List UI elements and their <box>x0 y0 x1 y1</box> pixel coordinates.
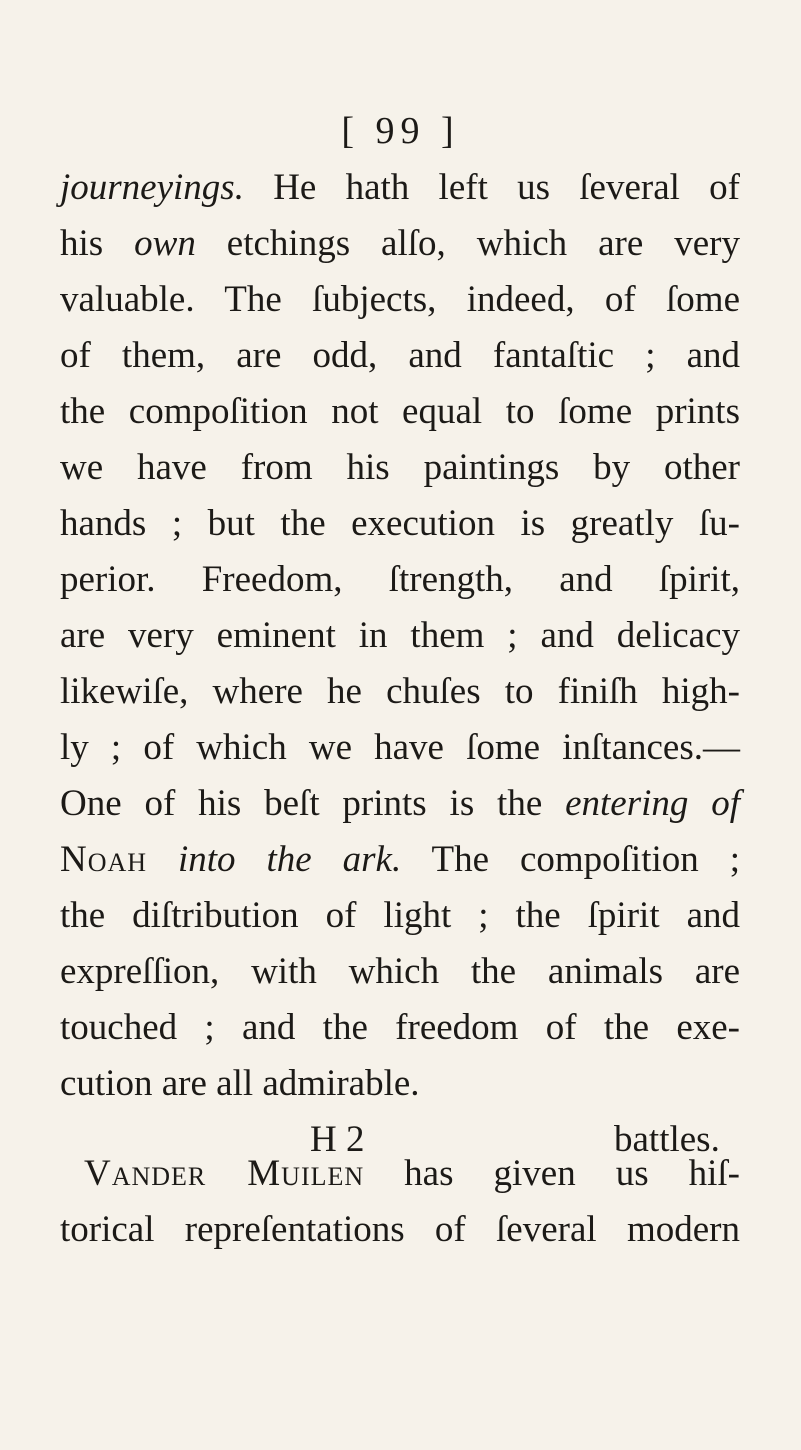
signature-mark: H 2 <box>310 1119 365 1160</box>
text-run: likewiſe, where he chuſes to finiſh high- <box>60 671 740 712</box>
text-run: etchings alſo, which are very <box>195 223 740 264</box>
text-run: has given us hiſ- <box>364 1153 740 1194</box>
text-run: He hath left us ſeveral of <box>243 167 740 208</box>
text-run: torical repreſentations of ſeveral modern <box>60 1209 740 1250</box>
text-run: cution are all admirable. <box>60 1063 420 1104</box>
small-caps-name: Noah <box>60 839 148 880</box>
page-header: [ 99 ] <box>341 110 460 152</box>
text-run: The compoſition ; <box>401 839 740 880</box>
text-line <box>60 832 740 888</box>
text-run: touched ; and the freedom of the exe- <box>60 1007 740 1048</box>
text-line <box>60 552 740 608</box>
text-run: perior. Freedom, ſtrength, and ſpirit, <box>60 559 740 600</box>
text-line <box>60 720 740 776</box>
text-run: we have from his paintings by other <box>60 447 740 488</box>
text-run: ly ; of which we have ſome inſtances.— <box>60 727 740 768</box>
text-run: valuable. The ſubjects, indeed, of ſome <box>60 279 740 320</box>
catchword: battles. <box>614 1119 720 1160</box>
text-line <box>60 328 740 384</box>
italic-text: own <box>134 223 196 264</box>
text-run: the compoſition not equal to ſome prints <box>60 391 740 432</box>
small-caps-name: Vander Muilen <box>84 1153 365 1194</box>
text-line <box>60 664 740 720</box>
text-line <box>60 1056 740 1112</box>
text-line <box>60 1202 740 1258</box>
text-line <box>60 160 740 216</box>
text-run: are very eminent in them ; and delicacy <box>60 615 740 656</box>
italic-text: journeyings. <box>60 167 244 208</box>
text-line <box>60 776 740 832</box>
text-line <box>60 216 740 272</box>
text-run: expreſſion, with which the animals are <box>60 951 740 992</box>
text-run: One of his beſt prints is the <box>60 783 566 824</box>
text-line <box>60 608 740 664</box>
text-line <box>60 496 740 552</box>
text-run: his <box>60 223 135 264</box>
text-run: of them, are odd, and fantaſtic ; and <box>60 335 740 376</box>
text-line <box>60 272 740 328</box>
page-footer <box>0 1112 801 1168</box>
italic-text: into the ark. <box>178 839 402 880</box>
text-run <box>147 839 178 880</box>
text-line <box>60 888 740 944</box>
text-line <box>60 944 740 1000</box>
text-line <box>60 440 740 496</box>
text-run: hands ; but the execution is greatly ſu- <box>60 503 740 544</box>
italic-text: entering of <box>565 783 740 824</box>
text-run: the diſtribution of light ; the ſpirit and <box>60 895 740 936</box>
text-line <box>60 384 740 440</box>
text-line <box>60 1000 740 1056</box>
